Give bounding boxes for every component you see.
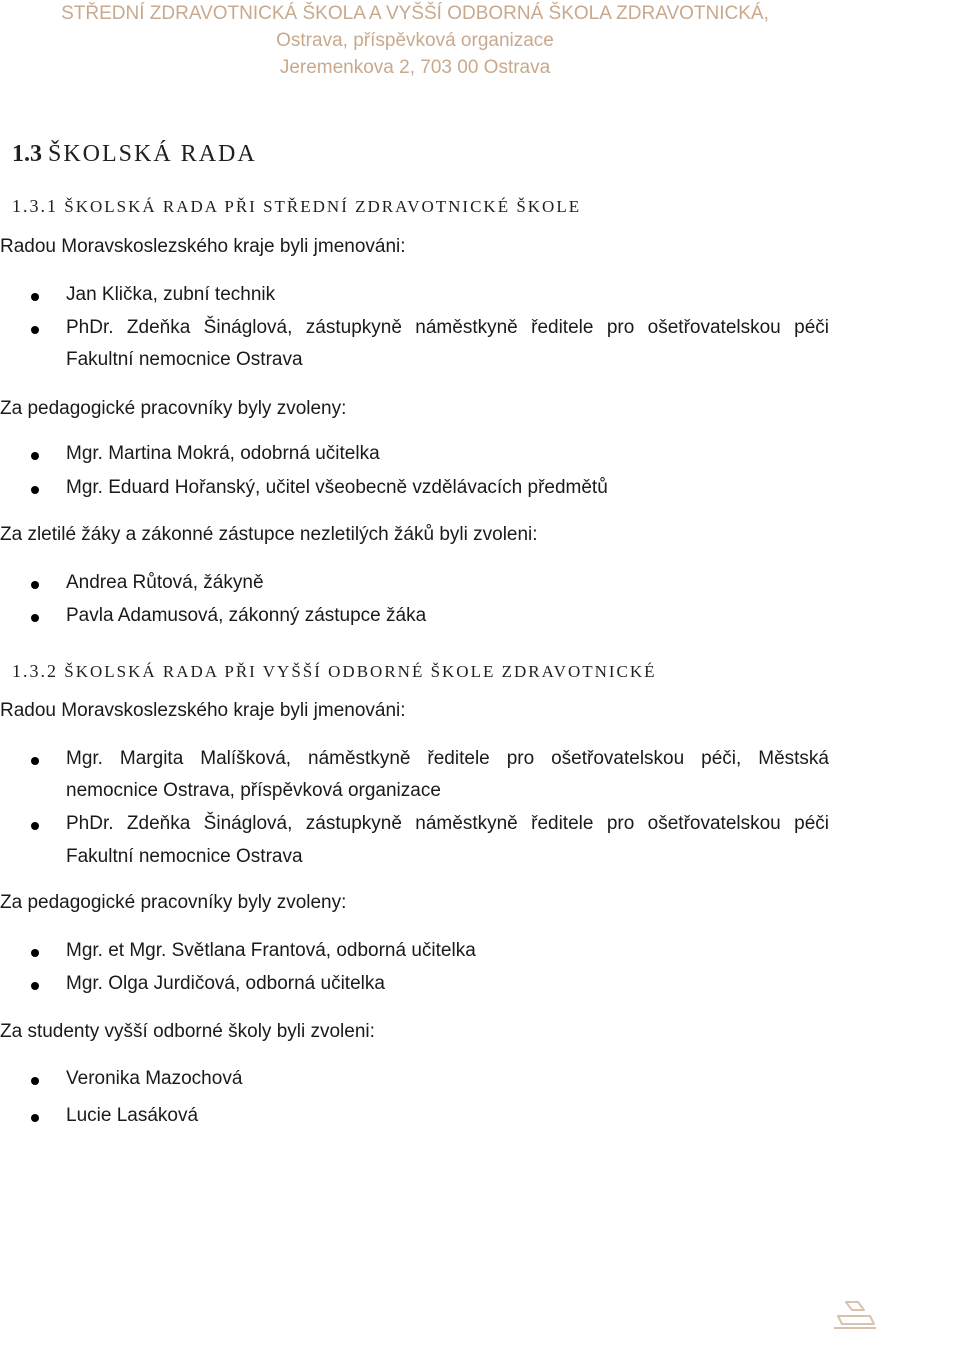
- list-item-continuation: Fakultní nemocnice Ostrava: [66, 349, 303, 370]
- subsection-title-1: ŠKOLSKÁ RADA PŘI STŘEDNÍ ZDRAVOTNICKÉ ŠKOLE: [64, 197, 582, 216]
- page-header: [0, 0, 830, 81]
- list-item: Pavla Adamusová, zákonný zástupce žáka: [66, 605, 427, 626]
- bullet: [31, 1114, 39, 1122]
- lead-teachers-1: Za pedagogické pracovníky byly zvoleny:: [0, 398, 347, 419]
- list-item: Veronika Mazochová: [66, 1068, 243, 1089]
- bullet: [31, 581, 39, 589]
- list-item: Andrea Růtová, žákyně: [66, 572, 264, 593]
- list-item: Mgr. Olga Jurdičová, odborná učitelka: [66, 973, 385, 994]
- bullet: [31, 1077, 39, 1085]
- section-title: ŠKOLSKÁ RADA: [48, 141, 257, 167]
- bullet: [31, 949, 39, 957]
- header-address: Jeremenkova 2, 703 00 Ostrava: [279, 57, 551, 78]
- list-item: Mgr. Martina Mokrá, odobrná učitelka: [66, 443, 380, 464]
- bullet: [31, 822, 39, 830]
- bullet: [31, 326, 39, 334]
- bullet: [31, 452, 39, 460]
- lead-students-1: Za zletilé žáky a zákonné zástupce nezletilých žáků byli zvoleni:: [0, 524, 538, 545]
- section-number: 1.3: [12, 141, 42, 167]
- bullet: [31, 293, 39, 301]
- subsection-number-1: 1.3.1: [12, 196, 58, 216]
- list-item-continuation: Fakultní nemocnice Ostrava: [66, 846, 303, 867]
- list-item: Jan Klička, zubní technik: [66, 284, 276, 305]
- lead-appointed-1: Radou Moravskoslezského kraje byli jmenováni:: [0, 236, 406, 257]
- list-item: Mgr. Eduard Hořanský, učitel všeobecně vzdělávacích předmětů: [66, 477, 608, 498]
- bullet: [31, 614, 39, 622]
- lead-students-2: Za studenty vyšší odborné školy byli zvoleni:: [0, 1021, 375, 1042]
- subsection-heading-2: [12, 661, 657, 682]
- list-item: Mgr. et Mgr. Světlana Frantová, odborná učitelka: [66, 940, 476, 961]
- list-item: PhDr. Zdeňka Šináglová, zástupkyně náměstkyně ředitele pro ošetřovatelskou péči: [66, 813, 829, 834]
- list-item: Mgr. Margita Malíšková, náměstkyně ředitele pro ošetřovatelskou péči, Městská: [66, 748, 829, 769]
- section-heading: [12, 141, 257, 168]
- page-corner-logo-icon: [830, 1294, 880, 1334]
- list-item: Lucie Lasáková: [66, 1105, 199, 1126]
- bullet: [31, 982, 39, 990]
- lead-appointed-2: Radou Moravskoslezského kraje byli jmenováni:: [0, 700, 406, 721]
- lead-teachers-2: Za pedagogické pracovníky byly zvoleny:: [0, 892, 347, 913]
- subsection-number-2: 1.3.2: [12, 661, 58, 681]
- subsection-heading-1: [12, 196, 581, 217]
- list-item-continuation: nemocnice Ostrava, příspěvková organizace: [66, 780, 441, 801]
- header-school-name: STŘEDNÍ ZDRAVOTNICKÁ ŠKOLA A VYŠŠÍ ODBORNÁ ŠKOLA ZDRAVOTNICKÁ,: [61, 3, 769, 24]
- list-item: PhDr. Zdeňka Šináglová, zástupkyně náměstkyně ředitele pro ošetřovatelskou péči: [66, 317, 829, 338]
- header-school-status: Ostrava, příspěvková organizace: [276, 30, 554, 51]
- subsection-title-2: ŠKOLSKÁ RADA PŘI VYŠŠÍ ODBORNÉ ŠKOLE ZDRAVOTNICKÉ: [64, 662, 657, 681]
- bullet: [31, 486, 39, 494]
- bullet: [31, 757, 39, 765]
